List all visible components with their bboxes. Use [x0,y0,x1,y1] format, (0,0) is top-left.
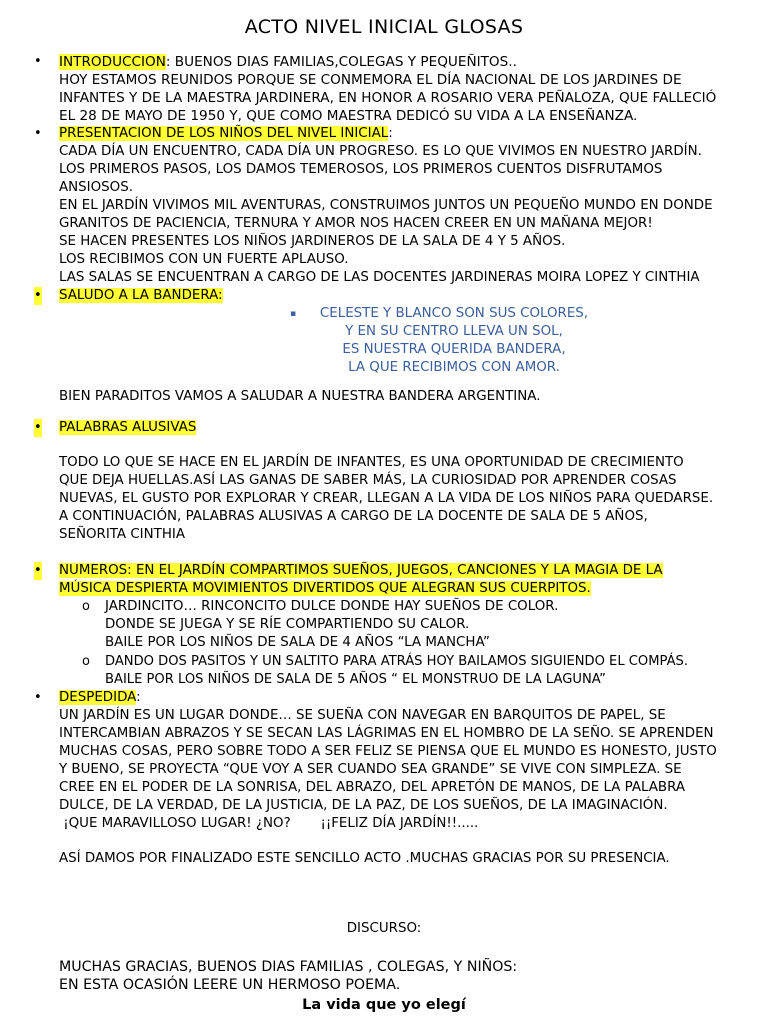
section-numeros [59,562,759,598]
bullet-icon: • [34,288,42,303]
poem-line: ES NUESTRA QUERIDA BANDERA, [342,342,566,357]
document-title: ACTO NIVEL INICIAL GLOSAS [244,16,524,38]
paragraph-line: MUCHAS COSAS, PERO SOBRE TODO A SER FELIZ SE PIENSA QUE EL MUNDO ES HONESTO, JUSTO [59,744,717,759]
poem-line: Y EN SU CENTRO LLEVA UN SOL, [345,324,563,339]
paragraph-line: ¡QUE MARAVILLOSO LUGAR! ¿NO? ¡¡FELIZ DÍA JARDÍN!!..... [59,816,479,831]
numero-item-2 [105,653,765,689]
highlight-text: MÚSICA DESPIERTA MOVIMIENTOS DIVERTIDOS QUE ALEGRAN SUS CUERPITOS. [59,581,591,596]
section-label: SALUDO A LA BANDERA: [59,288,223,303]
paragraph-line: GRANITOS DE PACIENCIA, TERNURA Y AMOR NOS HACEN CREER EN UN MAÑANA MEJOR! [59,216,653,231]
paragraph-line: QUE DEJA HUELLAS.ASÍ LAS GANAS DE SABER MÁS, LA CURIOSIDAD POR APRENDER COSAS [59,473,677,488]
paragraph-line: DONDE SE JUEGA Y SE RÍE COMPARTIENDO SU CALOR. [105,617,470,632]
sub-bullet-icon: o [82,654,90,669]
paragraph-line: ANSIOSOS. [59,180,133,195]
bullet-icon: • [34,420,42,435]
bullet-icon: • [34,54,42,69]
poem-line: LA QUE RECIBIMOS CON AMOR. [348,360,560,375]
paragraph-line: DULCE, DE LA VERDAD, DE LA JUSTICIA, DE LA PAZ, DE LOS SUEÑOS, DE LA IMAGINACIÓN. [59,798,668,813]
paragraph-line: LAS SALAS SE ENCUENTRAN A CARGO DE LAS DOCENTES JARDINERAS MOIRA LOPEZ Y CINTHIA [59,270,700,285]
section-palabras [59,419,759,437]
section-label: INTRODUCCION [59,54,166,70]
paragraph-line: TODO LO QUE SE HACE EN EL JARDÍN DE INFANTES, ES UNA OPORTUNIDAD DE CRECIMIENTO [59,455,684,470]
section-saludo [59,287,759,305]
discurso-heading: DISCURSO: [346,921,422,936]
closing-line: ASÍ DAMOS POR FINALIZADO ESTE SENCILLO ACTO .MUCHAS GRACIAS POR SU PRESENCIA. [59,851,670,866]
paragraph-line: CADA DÍA UN ENCUENTRO, CADA DÍA UN PROGRESO. ES LO QUE VIVIMOS EN NUESTRO JARDÍN. [59,144,702,159]
poem-title: La vida que yo elegí [302,997,466,1013]
flag-poem [70,305,768,377]
paragraph-line: EL 28 DE MAYO DE 1950 Y, QUE COMO MAESTRA DEDICÓ SU VIDA A LA ENSEÑANZA. [59,108,638,124]
section-label: DESPEDIDA [59,690,137,705]
section-label-rest: : [388,126,393,141]
paragraph-line: UN JARDÍN ES UN LUGAR DONDE… SE SUEÑA CON NAVEGAR EN BARQUITOS DE PAPEL, SE [59,708,666,723]
square-bullet-icon: ▪ [290,309,297,319]
numero-item-1 [105,598,765,652]
sub-bullet-icon: o [82,599,90,614]
paragraph-line: LOS PRIMEROS PASOS, LOS DAMOS TEMEROSOS, LOS PRIMEROS CUENTOS DISFRUTAMOS [59,162,663,177]
paragraph-line: BAILE POR LOS NIÑOS DE SALA DE 4 AÑOS “LA MANCHA” [105,635,490,650]
paragraph-line: MUCHAS GRACIAS, BUENOS DIAS FAMILIAS , COLEGAS, Y NIÑOS: [59,959,518,975]
highlight-text: EN EL JARDÍN COMPARTIMOS SUEÑOS, JUEGOS, CANCIONES Y LA MAGIA DE LA [131,563,663,578]
bullet-icon: • [34,126,42,141]
paragraph-line: INFANTES Y DE LA MAESTRA JARDINERA, EN HONOR A ROSARIO VERA PEÑALOZA, QUE FALLECIÓ [59,90,717,106]
flag-salute-line: BIEN PARADITOS VAMOS A SALUDAR A NUESTRA BANDERA ARGENTINA. [59,389,541,404]
paragraph-line: Y BUENO, SE PROYECTA “QUE VOY A SER CUANDO SEA GRANDE” SE VIVE CON SIMPLEZA. SE [59,762,682,777]
bullet-icon: • [34,563,42,578]
poem-line: CELESTE Y BLANCO SON SUS COLORES, [319,306,589,321]
section-label: PRESENTACION DE LOS NIÑOS DEL NIVEL INICIAL [59,126,389,141]
section-label-rest: : [136,690,141,705]
paragraph-line: INTERCAMBIAN ABRAZOS Y SE SECAN LAS LÁGRIMAS EN EL HOMBRO DE LA SEÑO. SE APRENDEN [59,726,714,741]
paragraph-line: LOS RECIBIMOS CON UN FUERTE APLAUSO. [59,252,349,267]
paragraph-line: HOY ESTAMOS REUNIDOS PORQUE SE CONMEMORA EL DÍA NACIONAL DE LOS JARDINES DE [59,72,682,88]
paragraph-line: SE HACEN PRESENTES LOS NIÑOS JARDINEROS DE LA SALA DE 4 Y 5 AÑOS. [59,234,566,249]
section-label: NUMEROS: [59,563,132,578]
paragraph-line: A CONTINUACIÓN, PALABRAS ALUSIVAS A CARGO DE LA DOCENTE DE SALA DE 5 AÑOS, [59,509,648,524]
paragraph-line: SEÑORITA CINTHIA [59,527,186,542]
paragraph-line: DANDO DOS PASITOS Y UN SALTITO PARA ATRÁS HOY BAILAMOS SIGUIENDO EL COMPÁS. [105,654,689,669]
section-presentacion [59,125,759,287]
section-despedida [59,689,759,833]
paragraph-line: EN ESTA OCASIÓN LEERE UN HERMOSO POEMA. [59,977,401,993]
paragraph-line: NUEVAS, EL GUSTO POR EXPLORAR Y CREAR, LLEGAN A LA VIDA DE LOS NIÑOS PARA QUEDARSE. [59,491,714,506]
palabras-paragraph [59,454,759,544]
section-introduccion [59,53,759,125]
discurso-paragraph [59,958,759,994]
paragraph-line: BAILE POR LOS NIÑOS DE SALA DE 5 AÑOS “ EL MONSTRUO DE LA LAGUNA” [105,672,606,687]
section-label-rest: : BUENOS DIAS FAMILIAS,COLEGAS Y PEQUEÑITOS.. [165,54,517,70]
paragraph-line: EN EL JARDÍN VIVIMOS MIL AVENTURAS, CONSTRUIMOS JUNTOS UN PEQUEÑO MUNDO EN DONDE [59,198,713,213]
bullet-icon: • [34,690,42,705]
section-label: PALABRAS ALUSIVAS [59,420,197,435]
paragraph-line: JARDINCITO… RINCONCITO DULCE DONDE HAY SUEÑOS DE COLOR. [105,599,559,614]
paragraph-line: CREE EN EL PODER DE LA SONRISA, DEL ABRAZO, DEL APRETÓN DE MANOS, DE LA PALABRA [59,780,686,795]
